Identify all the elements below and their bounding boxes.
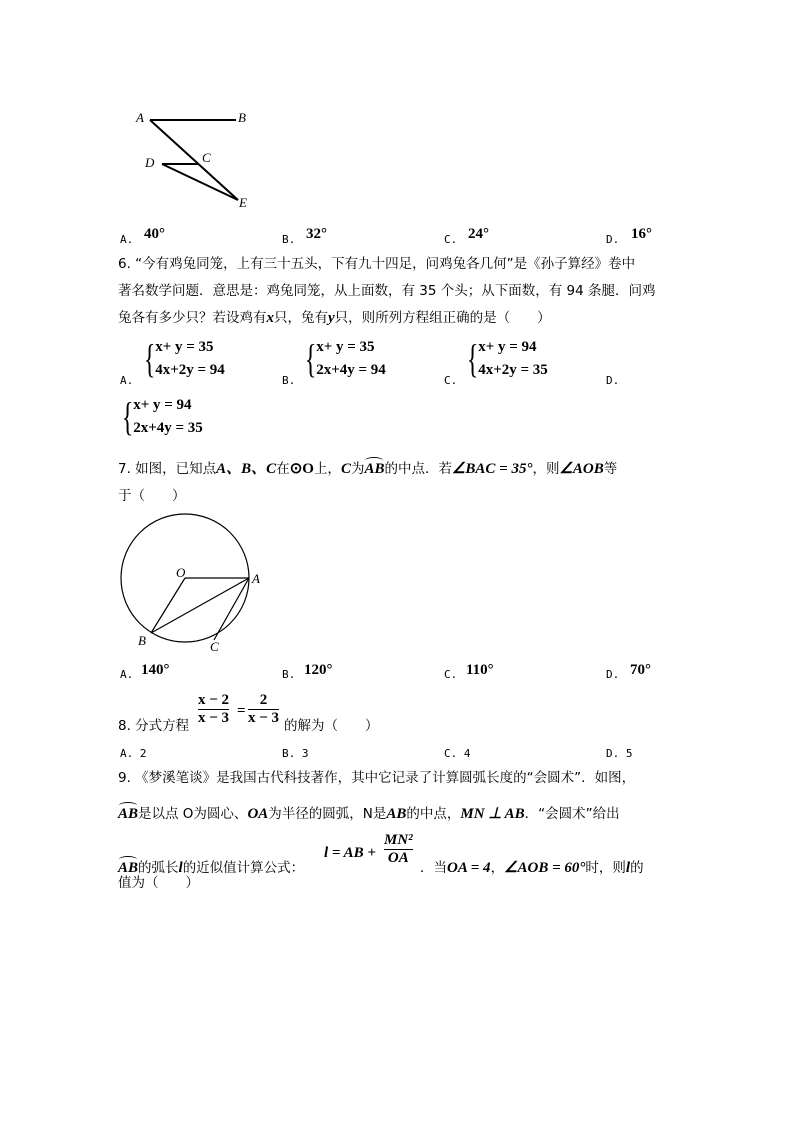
fraction-right xyxy=(248,692,279,727)
option: A. 2 xyxy=(120,747,147,760)
label-a: A xyxy=(136,110,144,125)
math: A、B、C xyxy=(216,461,277,477)
label-d: D xyxy=(145,155,155,170)
text: 的弧长 xyxy=(138,860,179,876)
q8-suffix: 的解为（ ） xyxy=(284,718,379,734)
option-letter: A. xyxy=(120,233,134,246)
option-letter: A. xyxy=(120,668,134,681)
equation-system-a: { x+ y = 35 4x+2y = 94 xyxy=(143,336,225,381)
q7-figure xyxy=(110,505,270,655)
math: ∠AOB = 60° xyxy=(504,860,586,876)
q9-line3 xyxy=(118,860,304,876)
equation: x+ y = 94 xyxy=(133,397,192,413)
option-value: 70° xyxy=(630,662,651,678)
option: D. 5 xyxy=(606,747,633,760)
math: ∠AOB xyxy=(559,461,604,477)
var-y: y xyxy=(328,310,335,326)
text: 的 xyxy=(630,860,644,876)
q9-line3-tail xyxy=(420,860,644,876)
denominator: x − 3 xyxy=(248,710,280,726)
numerator: MN² xyxy=(384,832,413,848)
text: 在 xyxy=(276,461,290,477)
option-value: 24° xyxy=(468,226,489,242)
equation: 2x+4y = 94 xyxy=(316,362,386,378)
text: ，则 xyxy=(532,461,560,477)
text: ， xyxy=(490,860,505,876)
q7-line2: 于（ ） xyxy=(118,488,186,504)
math: OA = 4 xyxy=(447,860,491,876)
text: 只，则所列方程组正确的是（ ） xyxy=(334,310,551,326)
option-value: 140° xyxy=(141,662,170,678)
text: 是以点 O为圆心、 xyxy=(138,806,248,822)
segment-ob xyxy=(151,578,185,633)
q9-line1: 9. 《梦溪笔谈》是我国古代科技著作，其中它记录了计算圆弧长度的“会圆术”．如图， xyxy=(118,770,636,786)
label-c: C xyxy=(210,639,219,654)
arc-ab: AB xyxy=(118,806,139,822)
segment-de xyxy=(162,164,238,200)
equation: 4x+2y = 35 xyxy=(478,362,548,378)
text: 的近似值计算公式： xyxy=(182,860,305,876)
option-letter: C. xyxy=(444,668,458,681)
text: 上， xyxy=(313,461,341,477)
equals-sign: = xyxy=(237,703,246,719)
text: ．“会圆术”给出 xyxy=(524,806,620,822)
equation: x+ y = 35 xyxy=(155,339,214,355)
math: l xyxy=(625,860,631,876)
var-x: x xyxy=(266,310,274,326)
option-letter: B. xyxy=(282,374,296,387)
equation-system-c: { x+ y = 94 4x+2y = 35 xyxy=(466,336,548,381)
text: 的中点．若 xyxy=(384,461,452,477)
q9-line4: 值为（ ） xyxy=(118,875,199,891)
math: OA xyxy=(247,806,269,822)
option-letter: A. xyxy=(120,374,134,387)
option: C. 4 xyxy=(444,747,471,760)
equation-system-b: { x+ y = 35 2x+4y = 94 xyxy=(304,336,386,381)
option-letter: B. xyxy=(282,668,296,681)
math: AB xyxy=(386,806,407,822)
label-b: B xyxy=(238,110,246,125)
equation-system-d: { x+ y = 94 2x+4y = 35 xyxy=(121,394,203,439)
math: ⊙O xyxy=(289,461,314,477)
option-letter: D. xyxy=(606,374,620,387)
arc-ab: AB xyxy=(118,860,139,876)
q8-prefix: 8. 分式方程 xyxy=(118,718,190,734)
option: B. 3 xyxy=(282,747,309,760)
math: ∠BAC = 35° xyxy=(451,461,533,477)
denominator: OA xyxy=(387,850,409,866)
option-value: 40° xyxy=(144,226,165,242)
equation: x+ y = 94 xyxy=(478,339,537,355)
numerator: 2 xyxy=(259,692,268,708)
segment-ab xyxy=(151,578,249,633)
label-e: E xyxy=(239,195,247,210)
q5-figure xyxy=(120,100,270,220)
label-o: O xyxy=(176,565,186,580)
math: l xyxy=(178,860,183,876)
arc-ab: AB xyxy=(364,461,385,477)
option-letter: C. xyxy=(444,374,458,387)
q6-line1: 6. “今有鸡兔同笼，上有三十五头，下有九十四足，问鸡兔各几何”是《孙子算经》卷中 xyxy=(118,256,636,272)
q7-line1 xyxy=(118,461,617,477)
option-letter: C. xyxy=(444,233,458,246)
formula-fraction xyxy=(384,832,413,867)
math: C xyxy=(340,461,351,477)
equation: x+ y = 35 xyxy=(316,339,375,355)
option-letter: B. xyxy=(282,233,296,246)
math: MN ⊥ AB xyxy=(460,806,525,822)
text: 时，则 xyxy=(585,860,626,876)
option-value: 16° xyxy=(631,226,652,242)
text: 为 xyxy=(350,461,365,477)
numerator: x − 2 xyxy=(198,692,230,708)
text: 兔各有多少只？若设鸡有 xyxy=(118,310,267,326)
text: ．当 xyxy=(420,860,447,876)
segment-ae xyxy=(150,120,238,200)
fraction-left xyxy=(198,692,229,727)
q6-line2: 著名数学问题．意思是：鸡兔同笼，从上面数，有 35 个头；从下面数，有 94 条腿．问鸡 xyxy=(118,283,656,299)
formula-lhs: l = AB + xyxy=(324,845,376,861)
label-c: C xyxy=(202,150,211,165)
text: 7. 如图，已知点 xyxy=(118,461,217,477)
text: 为半径的圆弧，N是 xyxy=(268,806,387,822)
option-value: 110° xyxy=(466,662,494,678)
q6-line3 xyxy=(118,310,551,326)
label-a: A xyxy=(252,571,260,586)
denominator: x − 3 xyxy=(198,710,230,726)
text: 的中点， xyxy=(406,806,461,822)
text: 只，兔有 xyxy=(274,310,328,326)
label-b: B xyxy=(138,633,146,648)
option-value: 32° xyxy=(306,226,327,242)
option-letter: D. xyxy=(606,233,620,246)
text: 等 xyxy=(603,461,618,477)
option-value: 120° xyxy=(304,662,333,678)
equation: 4x+2y = 94 xyxy=(155,362,225,378)
option-letter: D. xyxy=(606,668,620,681)
q9-line2 xyxy=(118,806,620,822)
equation: 2x+4y = 35 xyxy=(133,420,203,436)
